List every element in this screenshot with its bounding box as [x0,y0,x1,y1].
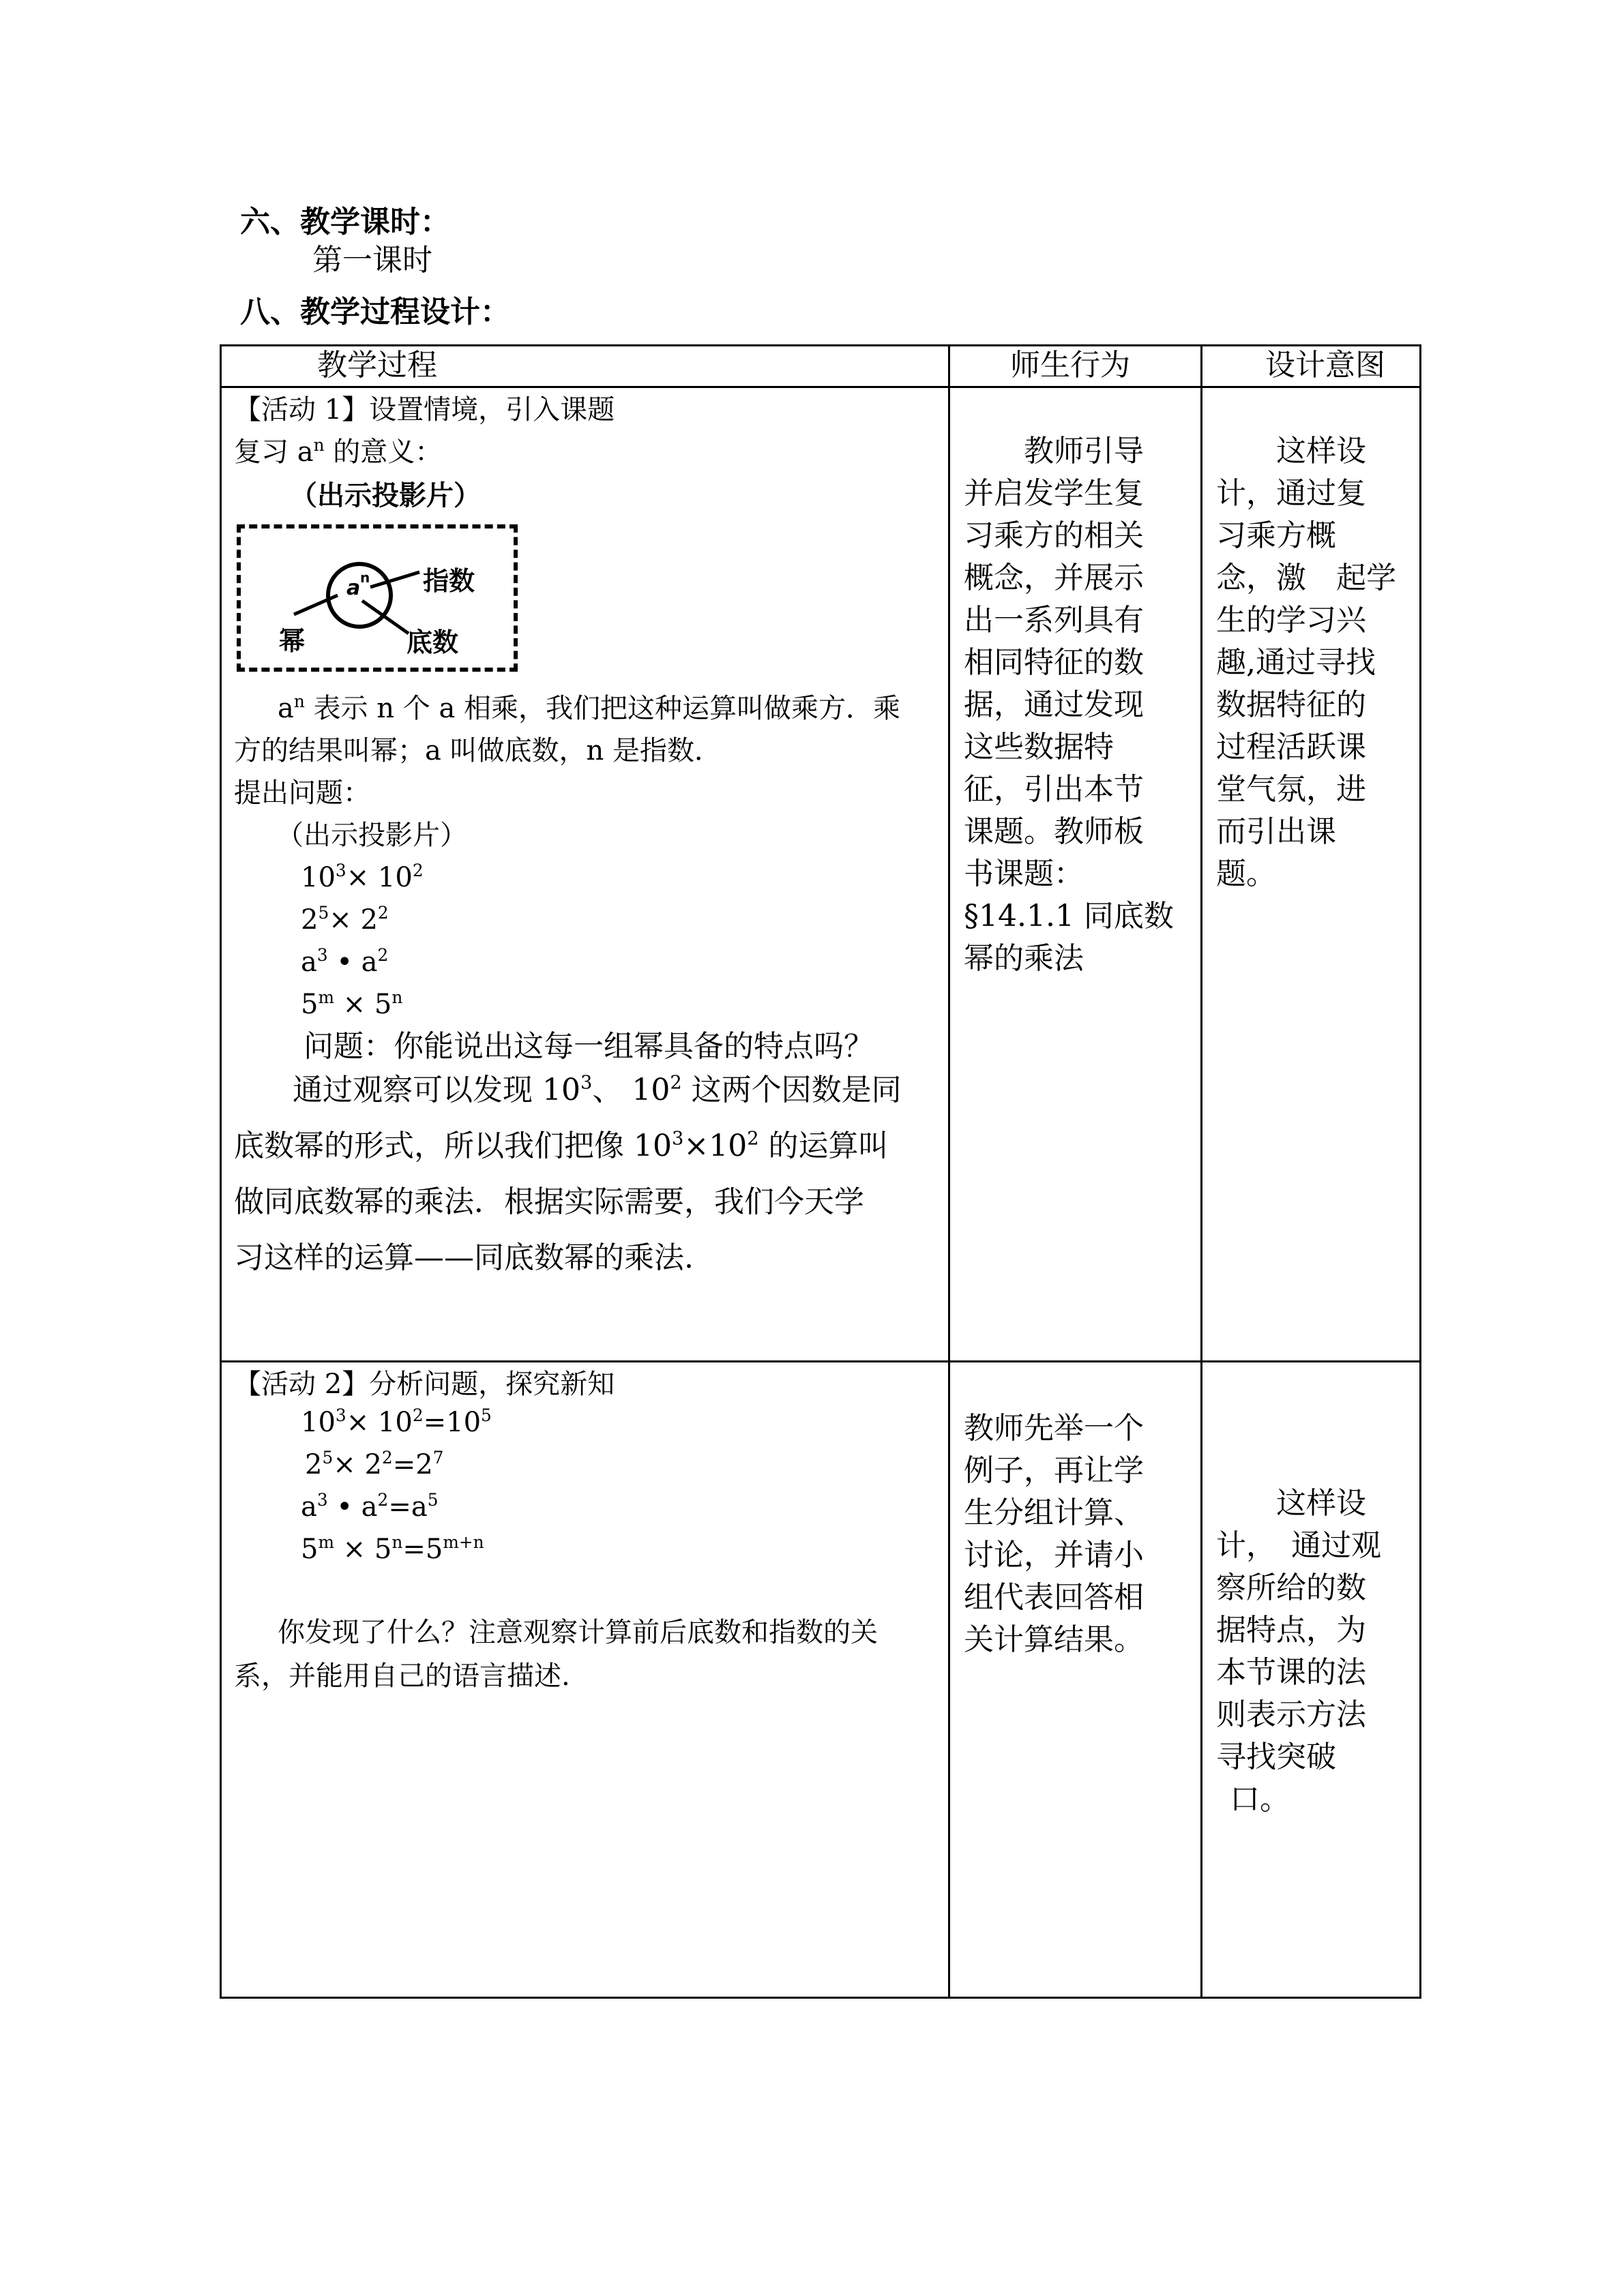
teaching-process-table [220,344,1421,1999]
exponent-pointer [370,572,419,587]
question-line-2: 系，并能用自己的语言描述. [234,1660,570,1692]
activity-1-intent-cell [1202,387,1421,1362]
header-process-label: 教学过程 [317,348,437,383]
section-8-heading: 八、教学过程设计： [240,295,510,329]
equation-4: $5^m \times 5^n=5^{m+n}$ [301,1532,484,1565]
header-behavior [949,346,1202,387]
review-line: 复习 $a^n$ 的意义： [234,435,443,468]
activity-2-intent-cell [1202,1362,1421,1998]
header-process [221,346,949,387]
equation-3: $a^3$ • $a^2=a^5$ [301,1490,439,1523]
activity-1-intent-text: 这样设 计，通过复 习乘方概 念，激 起学 生的学习兴 趣,通过寻找 数据特征的 过程活跃课 堂气氛，进 而引出课 题。 [1216,434,1396,891]
ask-label: 提出问题： [234,777,370,809]
section-6-heading: 六、教学课时： [240,205,450,239]
table-row [221,387,1421,1362]
header-intent-label: 设计意图 [1265,348,1385,383]
exponent-label: 指数 [423,566,475,596]
base-variable: a [346,576,361,600]
slide-note-2: （出示投影片） [276,820,467,851]
exponent-variable: n [360,569,370,586]
table-header-row [221,346,1421,387]
activity-2-intent-text: 这样设 计， 通过观 察所给的数 据特点，为 本节课的法 则表示方法 寻找突破 口。 [1216,1486,1381,1817]
activity-2-title: 【活动 2】分析问题，探究新知 [234,1369,615,1400]
activity-1-teacher-cell [949,387,1202,1362]
equation-1: $10^3\times 10^2=10^5$ [301,1405,492,1438]
expression-4: $5^m \times 5^n$ [301,987,403,1020]
expression-3: $a^3$ • $a^2$ [301,945,389,978]
explanation-line-2: 方的结果叫幂；a 叫做底数，n 是指数． [234,735,722,766]
activity-2-teacher-cell [949,1362,1202,1998]
table-row [221,1362,1421,1998]
activity-1-title: 【活动 1】设置情境，引入课题 [234,394,615,426]
paragraph-line-1: 通过观察可以发现 $10^3$、 $10^2$ 这两个因数是同 [293,1072,902,1107]
paragraph-line-3: 做同底数幂的乘法．根据实际需要，我们今天学 [234,1184,864,1219]
expression-2: $2^5\times 2^2$ [301,903,389,936]
activity-2-cell [221,1362,949,1998]
power-label: 幂 [279,626,306,656]
activity-1-teacher-text: 教师引导 并启发学生复 习乘方的相关 概念，并展示 出一系列具有 相同特征的数 据，通过发现 这些数据特 征，引出本节 课题。教师板 书课题： §14.1.1 同底数 幂的乘法 [964,434,1174,976]
paragraph-line-4: 习这样的运算——同底数幂的乘法. [234,1240,694,1275]
header-behavior-label: 师生行为 [1010,348,1130,383]
explanation-line-1: $a^n$ 表示 n 个 a 相乘，我们把这种运算叫做乘方．乘 [278,691,901,724]
section-6-body: 第一课时 [312,243,432,278]
base-label: 底数 [407,627,459,657]
activity-2-teacher-text: 教师先举一个 例子，再让学 生分组计算、 讨论，并请小 组代表回答相 关计算结果。 [964,1411,1144,1657]
question-line: 问题：你能说出这每一组幂具备的特点吗？ [304,1029,874,1064]
expression-1: $10^3\times 10^2$ [301,861,424,893]
header-intent [1202,346,1421,387]
equation-2: $2^5\times 2^2=2^7$ [305,1448,444,1480]
activity-1-cell [221,387,949,1362]
base-pointer [362,601,409,633]
paragraph-line-2: 底数幂的形式，所以我们把像 $10^3\times 10^2$ 的运算叫 [234,1128,889,1163]
slide-note: （出示投影片） [290,480,481,511]
question-line-1: 你发现了什么？注意观察计算前后底数和指数的关 [278,1617,878,1648]
